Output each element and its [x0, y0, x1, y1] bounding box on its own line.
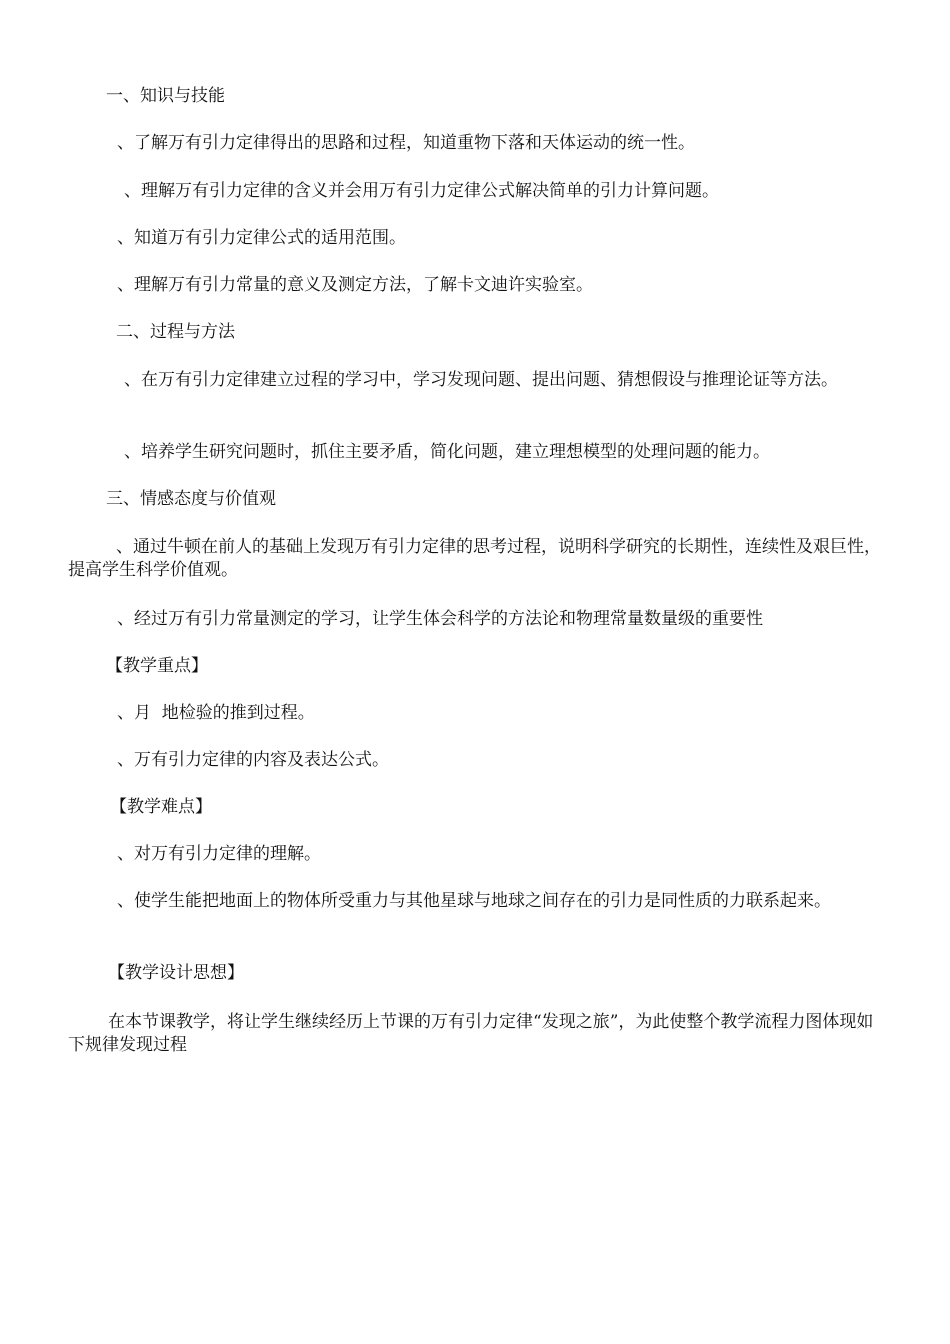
list-item: 、知道万有引力定律公式的适用范围。	[117, 228, 406, 248]
list-item	[68, 369, 888, 392]
section-heading-process: 二、过程与方法	[116, 322, 235, 342]
list-item: 、经过万有引力常量测定的学习，让学生体会科学的方法论和物理常量数量级的重要性	[117, 609, 763, 629]
list-item-text: 、通过牛顿在前人的基础上发现万有引力定律的思考过程，说明科学研究的长期性，连续性及艰巨性，提高学生科学价值观。	[68, 537, 881, 580]
list-item	[68, 536, 888, 582]
list-item: 、理解万有引力常量的意义及测定方法，了解卡文迪许实验室。	[117, 275, 593, 295]
list-item: 、万有引力定律的内容及表达公式。	[117, 750, 389, 770]
design-paragraph	[68, 1011, 886, 1057]
key-points-heading: 【教学重点】	[106, 656, 208, 676]
list-item: 、培养学生研究问题时，抓住主要矛盾，简化问题，建立理想模型的处理问题的能力。	[124, 442, 770, 462]
difficult-points-heading: 【教学难点】	[110, 797, 212, 817]
design-heading: 【教学设计思想】	[108, 963, 244, 983]
list-item	[68, 890, 886, 913]
list-item-text: 、在万有引力定律建立过程的学习中，学习发现问题、提出问题、猜想假设与推理论证等方法。	[124, 370, 838, 390]
list-item: 、了解万有引力定律得出的思路和过程，知道重物下落和天体运动的统一性。	[117, 133, 695, 153]
section-heading-attitude: 三、情感态度与价值观	[106, 489, 276, 509]
list-item-text: 、使学生能把地面上的物体所受重力与其他星球与地球之间存在的引力是同性质的力联系起来。	[117, 891, 831, 911]
section-heading-knowledge: 一、知识与技能	[106, 86, 225, 106]
list-item: 、月 地检验的推到过程。	[117, 703, 315, 723]
list-item: 、对万有引力定律的理解。	[117, 844, 321, 864]
design-paragraph-text: 在本节课教学，将让学生继续经历上节课的万有引力定律“发现之旅”，为此使整个教学流程力图体现如下规律发现过程	[68, 1012, 874, 1055]
list-item: 、理解万有引力定律的含义并会用万有引力定律公式解决简单的引力计算问题。	[124, 181, 719, 201]
